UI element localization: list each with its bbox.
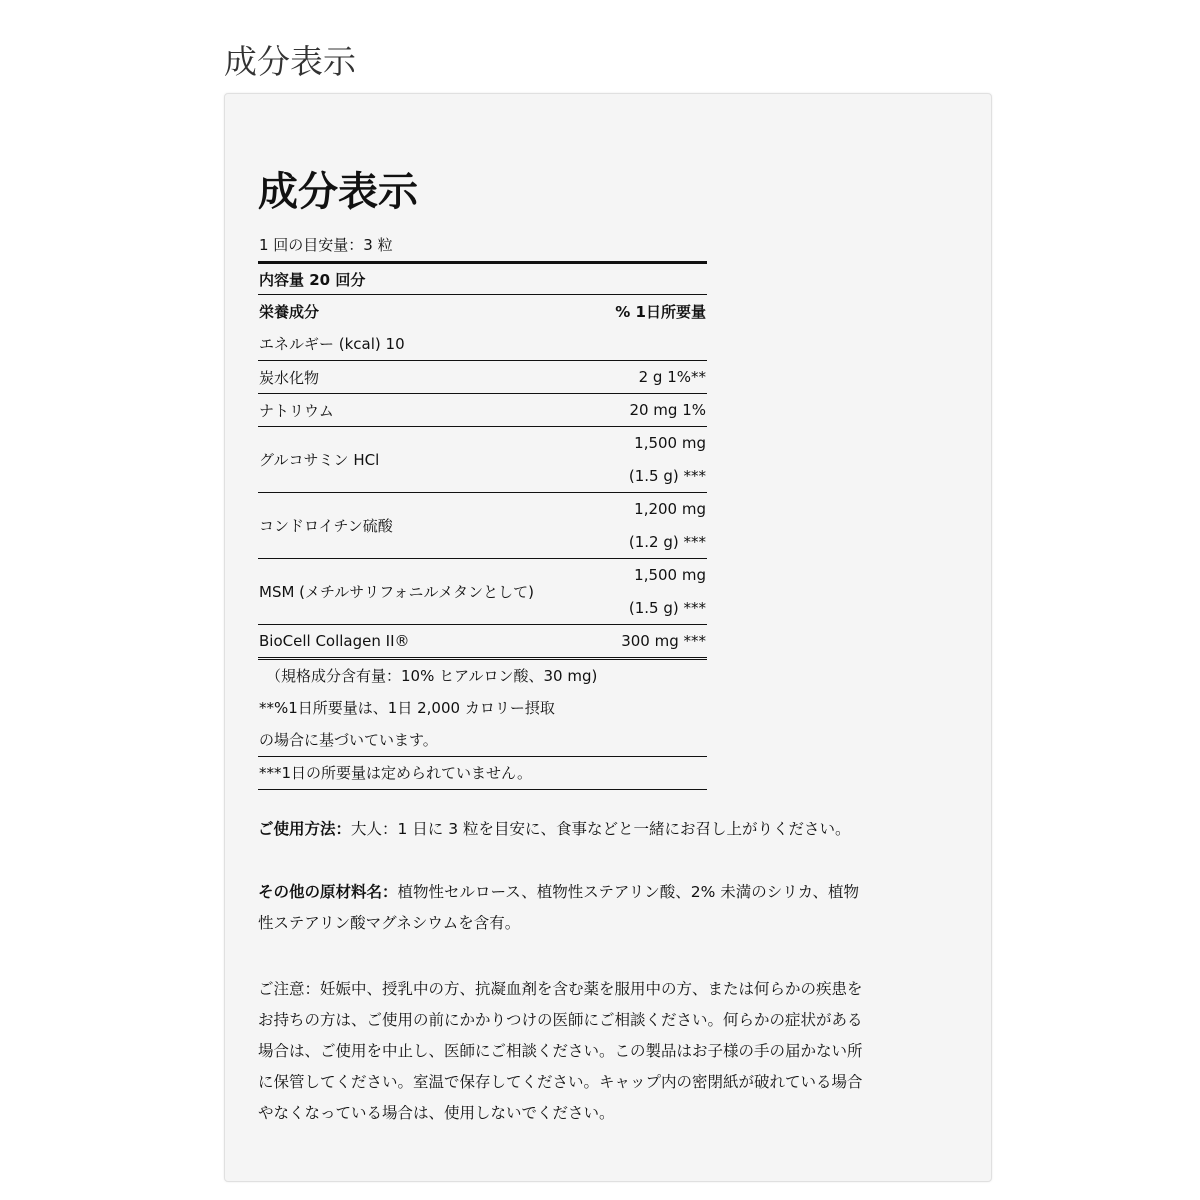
- nutrient-name: ナトリウム: [259, 401, 334, 420]
- nutrient-name: コンドロイチン硫酸: [259, 517, 393, 535]
- nutrient-name: BioCell Collagen II®: [259, 632, 410, 650]
- table-row: [258, 360, 707, 393]
- usage-section: [258, 814, 958, 845]
- supplement-facts-panel: [224, 93, 992, 1182]
- energy-label: エネルギー (kcal) 10: [259, 335, 405, 353]
- caution-section: [258, 974, 958, 1129]
- other-ingredients-line2: 性ステアリン酸マグネシウムを含有。: [258, 914, 521, 932]
- table-row: [258, 558, 707, 624]
- table-row: [258, 426, 707, 492]
- daily-value-header: % 1日所要量: [615, 302, 706, 321]
- caution-line: 場合は、ご使用を中止し、医師にご相談ください。この製品はお子様の手の届かない所: [258, 1042, 863, 1060]
- nutrient-amount-grams: (1.5 g) ***: [628, 466, 706, 485]
- table-row: [258, 492, 707, 558]
- caution-line: やなくなっている場合は、使用しないでください。: [258, 1104, 615, 1122]
- energy-row: [258, 327, 707, 360]
- page-heading: 成分表示: [224, 42, 356, 81]
- facts-header-row: [258, 294, 707, 327]
- facts-title: 成分表示: [258, 169, 418, 215]
- other-ingredients-label: その他の原材料名：: [258, 883, 398, 901]
- nutrient-amount: 1,500 mg: [634, 433, 706, 452]
- not-established-note: ***1日の所要量は定められていません。: [258, 756, 707, 790]
- nutrient-name: MSM (メチルサリフォニルメタンとして): [259, 583, 534, 601]
- caution-line: お持ちの方は、ご使用の前にかかりつけの医師にご相談ください。何らかの症状がある: [258, 1011, 863, 1029]
- footnotes: [258, 657, 707, 790]
- serving-size-row: [258, 228, 707, 261]
- standardized-note: （規格成分含有量：10% ヒアルロン酸、30 mg): [266, 667, 598, 685]
- other-ingredients-line1: 植物性セルロース、植物性ステアリン酸、2% 未満のシリカ、植物: [397, 883, 860, 901]
- usage-text: 大人：1 日に 3 粒を目安に、食事などと一緒にお召し上がりください。: [351, 820, 851, 838]
- supplement-facts-table: [258, 228, 707, 790]
- other-ingredients-section: [258, 877, 958, 939]
- serving-size: 1 回の目安量：3 粒: [259, 236, 393, 254]
- table-row: [258, 624, 707, 657]
- nutrient-amount-grams: (1.5 g) ***: [628, 598, 706, 617]
- nutrient-amount: 2 g 1%**: [638, 368, 706, 386]
- nutrient-amount: 300 mg ***: [621, 632, 706, 650]
- daily-value-note-line2: の場合に基づいています。: [259, 731, 438, 749]
- caution-line: ご注意：妊娠中、授乳中の方、抗凝血剤を含む薬を服用中の方、または何らかの疾患を: [258, 980, 863, 998]
- caution-line: に保管してください。室温で保存してください。キャップ内の密閉紙が破れている場合: [258, 1073, 863, 1091]
- nutrient-name: 炭水化物: [259, 368, 320, 387]
- nutrient-header: 栄養成分: [259, 302, 320, 321]
- nutrient-amount: 20 mg 1%: [629, 401, 706, 419]
- table-row: [258, 393, 707, 426]
- usage-label: ご使用方法：: [258, 820, 352, 838]
- nutrient-name: グルコサミン HCl: [259, 451, 380, 469]
- nutrient-amount: 1,500 mg: [634, 565, 706, 584]
- servings-per-container-row: [258, 261, 707, 294]
- daily-value-note-line1: **%1日所要量は、1日 2,000 カロリー摂取: [259, 699, 555, 717]
- nutrient-amount-grams: (1.2 g) ***: [628, 532, 706, 551]
- nutrient-amount: 1,200 mg: [634, 499, 706, 518]
- servings-per-container: 内容量 20 回分: [259, 270, 366, 289]
